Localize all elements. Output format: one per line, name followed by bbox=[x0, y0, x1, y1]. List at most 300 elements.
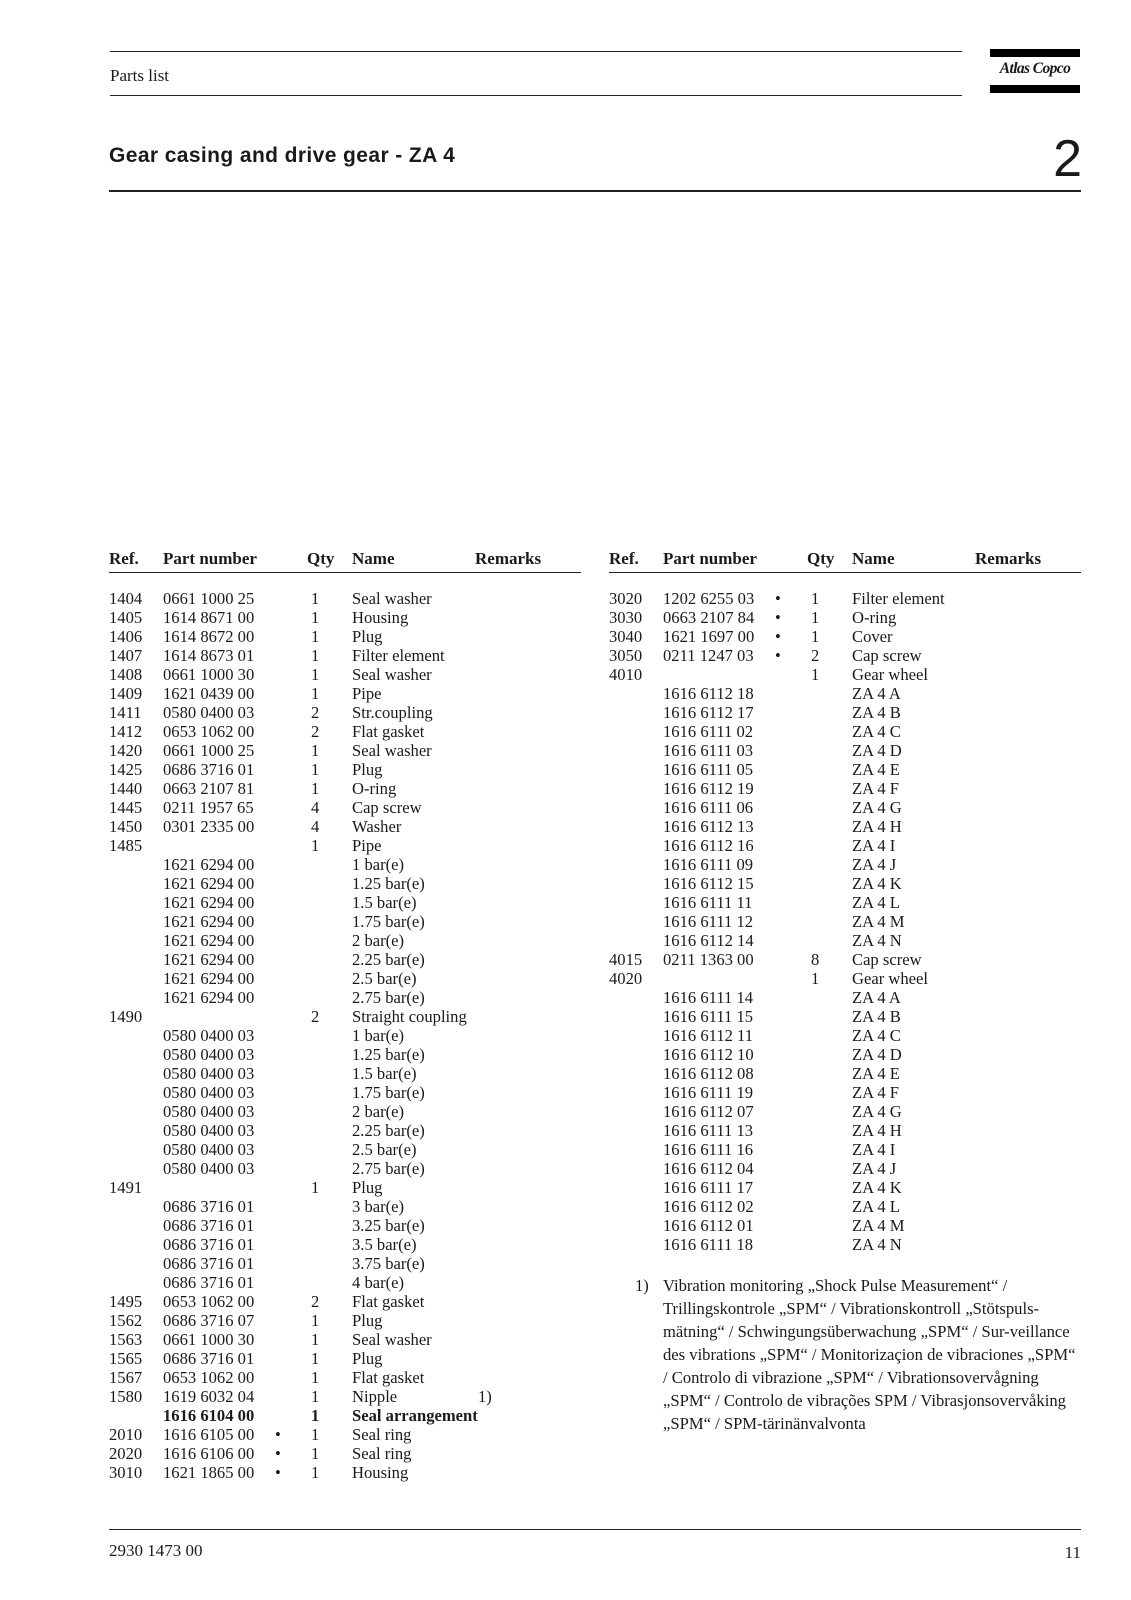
cell-ref: 1425 bbox=[109, 760, 143, 779]
cell-name: Nipple bbox=[352, 1387, 398, 1406]
cell-part-number: 1616 6112 07 bbox=[663, 1102, 754, 1121]
page-number: 11 bbox=[1064, 1543, 1081, 1562]
table-row bbox=[609, 684, 1081, 703]
cell-part-number: 1616 6111 05 bbox=[663, 760, 754, 779]
cell-name: ZA 4 F bbox=[852, 779, 900, 798]
cell-ref: 1420 bbox=[109, 741, 143, 760]
parts-rows-right bbox=[609, 589, 1081, 1254]
header-top-rule bbox=[110, 51, 962, 52]
cell-marker-bullet: • bbox=[275, 1463, 281, 1482]
table-row bbox=[109, 1349, 581, 1368]
table-row bbox=[109, 950, 581, 969]
cell-name: Cap screw bbox=[352, 798, 422, 817]
cell-qty: 1 bbox=[311, 646, 320, 665]
cell-ref: 3020 bbox=[609, 589, 643, 608]
cell-part-number: 1616 6112 13 bbox=[663, 817, 754, 836]
section-number: 2 bbox=[1053, 130, 1082, 188]
table-row bbox=[109, 1387, 581, 1406]
cell-qty: 2 bbox=[311, 722, 320, 741]
table-row bbox=[109, 646, 581, 665]
cell-part-number: 1621 6294 00 bbox=[163, 969, 255, 988]
table-row bbox=[109, 1026, 581, 1045]
cell-part-number: 1616 6111 17 bbox=[663, 1178, 754, 1197]
cell-name: 3.5 bar(e) bbox=[352, 1235, 417, 1254]
table-row bbox=[109, 1045, 581, 1064]
cell-name: ZA 4 I bbox=[852, 1140, 896, 1159]
cell-qty: 1 bbox=[311, 1330, 320, 1349]
table-row bbox=[609, 1102, 1081, 1121]
cell-part-number: 0580 0400 03 bbox=[163, 1121, 255, 1140]
cell-part-number: 1614 8671 00 bbox=[163, 608, 255, 627]
cell-part-number: 0580 0400 03 bbox=[163, 1159, 255, 1178]
cell-name: ZA 4 H bbox=[852, 817, 902, 836]
cell-part-number: 1616 6105 00 bbox=[163, 1425, 255, 1444]
cell-ref: 1562 bbox=[109, 1311, 143, 1330]
cell-name: Plug bbox=[352, 1178, 383, 1197]
table-row bbox=[609, 1235, 1081, 1254]
cell-part-number: 1616 6112 17 bbox=[663, 703, 754, 722]
cell-marker-bullet: • bbox=[275, 1425, 281, 1444]
cell-name: 2.5 bar(e) bbox=[352, 969, 417, 988]
cell-qty: 2 bbox=[311, 703, 320, 722]
cell-part-number: 1616 6111 03 bbox=[663, 741, 754, 760]
cell-name: 1.5 bar(e) bbox=[352, 893, 417, 912]
cell-part-number: 0686 3716 07 bbox=[163, 1311, 255, 1330]
cell-part-number: 1621 6294 00 bbox=[163, 855, 255, 874]
cell-name: 1.75 bar(e) bbox=[352, 912, 425, 931]
table-row bbox=[109, 1235, 581, 1254]
cell-name: ZA 4 C bbox=[852, 1026, 901, 1045]
table-row bbox=[609, 646, 1081, 665]
table-row bbox=[609, 1083, 1081, 1102]
cell-name: ZA 4 L bbox=[852, 1197, 900, 1216]
cell-ref: 1405 bbox=[109, 608, 143, 627]
cell-part-number: 0686 3716 01 bbox=[163, 1273, 255, 1292]
cell-name: 2.25 bar(e) bbox=[352, 1121, 425, 1140]
cell-part-number: 1616 6111 09 bbox=[663, 855, 754, 874]
cell-name: Seal arrangement bbox=[352, 1406, 478, 1425]
table-row bbox=[609, 608, 1081, 627]
table-row bbox=[109, 817, 581, 836]
cell-ref: 1445 bbox=[109, 798, 143, 817]
header-bottom-rule bbox=[110, 95, 962, 96]
column-header-qty: Qty bbox=[807, 549, 835, 568]
cell-name: Filter element bbox=[852, 589, 945, 608]
table-row bbox=[109, 665, 581, 684]
table-row bbox=[109, 1121, 581, 1140]
table-row bbox=[609, 760, 1081, 779]
column-header-name: Name bbox=[352, 549, 395, 568]
column-header-ref: Ref. bbox=[109, 549, 139, 568]
cell-part-number: 1621 6294 00 bbox=[163, 988, 255, 1007]
cell-part-number: 0686 3716 01 bbox=[163, 1197, 255, 1216]
cell-part-number: 1616 6111 19 bbox=[663, 1083, 754, 1102]
cell-part-number: 0580 0400 03 bbox=[163, 1083, 255, 1102]
table-row bbox=[109, 1102, 581, 1121]
cell-part-number: 1616 6111 15 bbox=[663, 1007, 754, 1026]
cell-part-number: 0211 1247 03 bbox=[663, 646, 754, 665]
cell-qty: 2 bbox=[311, 1292, 320, 1311]
cell-remarks: 1) bbox=[478, 1387, 492, 1406]
table-row bbox=[109, 988, 581, 1007]
section-title: Gear casing and drive gear - ZA 4 bbox=[109, 144, 456, 167]
cell-part-number: 1614 8673 01 bbox=[163, 646, 255, 665]
table-row bbox=[609, 817, 1081, 836]
column-header-remarks: Remarks bbox=[975, 549, 1042, 568]
cell-name: ZA 4 A bbox=[852, 988, 901, 1007]
cell-name: Seal washer bbox=[352, 741, 432, 760]
cell-ref: 1495 bbox=[109, 1292, 143, 1311]
cell-part-number: 0686 3716 01 bbox=[163, 1216, 255, 1235]
table-row bbox=[109, 703, 581, 722]
cell-part-number: 1202 6255 03 bbox=[663, 589, 755, 608]
cell-part-number: 1616 6111 16 bbox=[663, 1140, 754, 1159]
table-row bbox=[609, 779, 1081, 798]
table-row bbox=[609, 1159, 1081, 1178]
cell-part-number: 0580 0400 03 bbox=[163, 703, 255, 722]
cell-name: Housing bbox=[352, 608, 409, 627]
cell-part-number: 1621 6294 00 bbox=[163, 950, 255, 969]
cell-qty: 1 bbox=[311, 779, 320, 798]
logo-wordmark: Atlas Copco bbox=[999, 60, 1071, 77]
table-row bbox=[109, 1064, 581, 1083]
cell-ref: 2010 bbox=[109, 1425, 143, 1444]
cell-name: ZA 4 N bbox=[852, 931, 902, 950]
table-row bbox=[109, 589, 581, 608]
cell-part-number: 0686 3716 01 bbox=[163, 1349, 255, 1368]
table-row bbox=[109, 741, 581, 760]
cell-name: ZA 4 K bbox=[852, 874, 902, 893]
cell-part-number: 1616 6106 00 bbox=[163, 1444, 255, 1463]
cell-ref: 1408 bbox=[109, 665, 143, 684]
table-row bbox=[609, 1026, 1081, 1045]
cell-name: ZA 4 N bbox=[852, 1235, 902, 1254]
cell-qty: 1 bbox=[811, 627, 820, 646]
cell-qty: 1 bbox=[311, 608, 320, 627]
cell-part-number: 1616 6112 16 bbox=[663, 836, 754, 855]
cell-name: O-ring bbox=[852, 608, 897, 627]
table-row bbox=[109, 684, 581, 703]
table-row bbox=[109, 1406, 581, 1425]
cell-qty: 1 bbox=[811, 665, 820, 684]
cell-part-number: 0211 1957 65 bbox=[163, 798, 254, 817]
table-header-rule bbox=[609, 572, 1081, 573]
cell-part-number: 1614 8672 00 bbox=[163, 627, 255, 646]
cell-part-number: 1616 6112 10 bbox=[663, 1045, 754, 1064]
cell-ref: 1412 bbox=[109, 722, 143, 741]
cell-part-number: 1616 6112 02 bbox=[663, 1197, 754, 1216]
cell-name: Gear wheel bbox=[852, 665, 929, 684]
cell-part-number: 1616 6111 13 bbox=[663, 1121, 754, 1140]
header-label: Parts list bbox=[110, 66, 170, 85]
cell-part-number: 0580 0400 03 bbox=[163, 1026, 255, 1045]
cell-ref: 1404 bbox=[109, 589, 143, 608]
table-row bbox=[609, 1140, 1081, 1159]
cell-name: ZA 4 K bbox=[852, 1178, 902, 1197]
table-row bbox=[109, 779, 581, 798]
cell-marker-bullet: • bbox=[775, 646, 781, 665]
cell-part-number: 1616 6112 04 bbox=[663, 1159, 754, 1178]
cell-name: Plug bbox=[352, 1349, 383, 1368]
cell-name: 1 bar(e) bbox=[352, 855, 405, 874]
cell-ref: 1411 bbox=[109, 703, 142, 722]
cell-ref: 1567 bbox=[109, 1368, 143, 1387]
cell-marker-bullet: • bbox=[775, 627, 781, 646]
table-row bbox=[109, 1425, 581, 1444]
cell-part-number: 1616 6104 00 bbox=[163, 1406, 255, 1425]
table-row bbox=[609, 1216, 1081, 1235]
cell-part-number: 1616 6112 18 bbox=[663, 684, 754, 703]
cell-qty: 1 bbox=[311, 760, 320, 779]
cell-qty: 4 bbox=[311, 798, 320, 817]
cell-qty: 1 bbox=[311, 665, 320, 684]
cell-name: ZA 4 A bbox=[852, 684, 901, 703]
cell-qty: 1 bbox=[311, 741, 320, 760]
cell-name: Cap screw bbox=[852, 950, 922, 969]
cell-ref: 1490 bbox=[109, 1007, 143, 1026]
cell-name: Seal ring bbox=[352, 1444, 412, 1463]
cell-name: 1.5 bar(e) bbox=[352, 1064, 417, 1083]
cell-name: 1 bar(e) bbox=[352, 1026, 405, 1045]
table-row bbox=[609, 798, 1081, 817]
cell-part-number: 1619 6032 04 bbox=[163, 1387, 255, 1406]
cell-name: Filter element bbox=[352, 646, 445, 665]
cell-name: 1.25 bar(e) bbox=[352, 1045, 425, 1064]
cell-qty: 2 bbox=[811, 646, 820, 665]
cell-name: ZA 4 M bbox=[852, 1216, 905, 1235]
cell-part-number: 1616 6111 02 bbox=[663, 722, 754, 741]
table-row bbox=[109, 1159, 581, 1178]
cell-qty: 1 bbox=[311, 1311, 320, 1330]
cell-name: ZA 4 J bbox=[852, 1159, 897, 1178]
cell-name: Flat gasket bbox=[352, 722, 425, 741]
cell-qty: 2 bbox=[311, 1007, 320, 1026]
cell-ref: 4010 bbox=[609, 665, 643, 684]
cell-qty: 1 bbox=[311, 1425, 320, 1444]
cell-qty: 1 bbox=[311, 684, 320, 703]
cell-ref: 3050 bbox=[609, 646, 643, 665]
cell-part-number: 1621 6294 00 bbox=[163, 874, 255, 893]
table-row bbox=[609, 627, 1081, 646]
table-row bbox=[109, 1444, 581, 1463]
table-row bbox=[109, 608, 581, 627]
cell-part-number: 0686 3716 01 bbox=[163, 760, 255, 779]
section-title-rule bbox=[109, 190, 1081, 192]
cell-name: ZA 4 G bbox=[852, 1102, 902, 1121]
cell-name: 2 bar(e) bbox=[352, 1102, 405, 1121]
cell-name: Straight coupling bbox=[352, 1007, 467, 1026]
cell-ref: 1580 bbox=[109, 1387, 143, 1406]
cell-name: 3 bar(e) bbox=[352, 1197, 405, 1216]
table-row bbox=[109, 969, 581, 988]
column-header-qty: Qty bbox=[307, 549, 335, 568]
cell-part-number: 1621 6294 00 bbox=[163, 893, 255, 912]
cell-part-number: 0661 1000 25 bbox=[163, 589, 255, 608]
cell-name: Str.coupling bbox=[352, 703, 433, 722]
logo-top-bar bbox=[990, 49, 1080, 57]
cell-ref: 3040 bbox=[609, 627, 643, 646]
table-row bbox=[109, 798, 581, 817]
cell-qty: 1 bbox=[311, 1178, 320, 1197]
column-header-remarks: Remarks bbox=[475, 549, 542, 568]
cell-ref: 1406 bbox=[109, 627, 143, 646]
cell-part-number: 0580 0400 03 bbox=[163, 1064, 255, 1083]
cell-name: Housing bbox=[352, 1463, 409, 1482]
cell-part-number: 1616 6111 06 bbox=[663, 798, 754, 817]
cell-name: 2.25 bar(e) bbox=[352, 950, 425, 969]
table-row bbox=[609, 969, 1081, 988]
document-number: 2930 1473 00 bbox=[109, 1541, 203, 1560]
cell-name: Cap screw bbox=[852, 646, 922, 665]
cell-part-number: 0686 3716 01 bbox=[163, 1254, 255, 1273]
cell-name: Seal washer bbox=[352, 589, 432, 608]
cell-part-number: 0661 1000 25 bbox=[163, 741, 255, 760]
cell-name: ZA 4 E bbox=[852, 760, 900, 779]
cell-name: 3.25 bar(e) bbox=[352, 1216, 425, 1235]
cell-part-number: 0301 2335 00 bbox=[163, 817, 255, 836]
table-row bbox=[109, 1273, 581, 1292]
cell-qty: 1 bbox=[311, 1387, 320, 1406]
logo-bottom-bar bbox=[990, 85, 1080, 93]
table-row bbox=[609, 722, 1081, 741]
column-header-part-number: Part number bbox=[663, 549, 757, 568]
cell-ref: 1563 bbox=[109, 1330, 143, 1349]
cell-part-number: 1616 6112 11 bbox=[663, 1026, 754, 1045]
cell-name: 2.75 bar(e) bbox=[352, 988, 425, 1007]
table-row bbox=[609, 741, 1081, 760]
table-row bbox=[609, 1121, 1081, 1140]
cell-part-number: 1621 6294 00 bbox=[163, 912, 255, 931]
cell-part-number: 1621 1697 00 bbox=[663, 627, 755, 646]
cell-part-number: 0686 3716 01 bbox=[163, 1235, 255, 1254]
table-row bbox=[109, 1007, 581, 1026]
footnote-text: Vibration monitoring „Shock Pulse Measurement“ / Trillingskontrole „SPM“ / Vibrationskontroll „Stötspuls-mätning“ / Schwingungsüberwachung „SPM“ / Sur-veillance des vibrations „SPM“ / Monitorizaçion de vibraciones „SPM“ / Controlo di vibrazione „SPM“ / Vibrationsovervågning „SPM“ / Controlo de vibrações SPM / Vibrasjonsovervåking „SPM“ / SPM-tärinänvalvonta bbox=[663, 1276, 1076, 1433]
cell-name: ZA 4 B bbox=[852, 703, 901, 722]
cell-name: ZA 4 D bbox=[852, 741, 902, 760]
cell-part-number: 1616 6111 11 bbox=[663, 893, 753, 912]
cell-name: ZA 4 I bbox=[852, 836, 896, 855]
table-row bbox=[109, 874, 581, 893]
cell-part-number: 1616 6112 01 bbox=[663, 1216, 754, 1235]
cell-name: O-ring bbox=[352, 779, 397, 798]
table-row bbox=[109, 1254, 581, 1273]
cell-name: Seal washer bbox=[352, 1330, 432, 1349]
cell-part-number: 1616 6111 12 bbox=[663, 912, 754, 931]
cell-name: ZA 4 L bbox=[852, 893, 900, 912]
cell-name: Flat gasket bbox=[352, 1368, 425, 1387]
table-row bbox=[109, 855, 581, 874]
cell-ref: 1491 bbox=[109, 1178, 143, 1197]
cell-ref: 3010 bbox=[109, 1463, 143, 1482]
cell-part-number: 1616 6112 19 bbox=[663, 779, 754, 798]
cell-name: ZA 4 M bbox=[852, 912, 905, 931]
table-row bbox=[609, 912, 1081, 931]
table-row bbox=[609, 1007, 1081, 1026]
cell-name: Flat gasket bbox=[352, 1292, 425, 1311]
cell-name: ZA 4 E bbox=[852, 1064, 900, 1083]
cell-part-number: 0663 2107 84 bbox=[663, 608, 755, 627]
cell-qty: 1 bbox=[311, 1463, 320, 1482]
table-row bbox=[109, 1216, 581, 1235]
cell-name: Plug bbox=[352, 760, 383, 779]
cell-name: ZA 4 J bbox=[852, 855, 897, 874]
cell-name: Seal ring bbox=[352, 1425, 412, 1444]
column-header-ref: Ref. bbox=[609, 549, 639, 568]
cell-name: Plug bbox=[352, 627, 383, 646]
cell-name: 3.75 bar(e) bbox=[352, 1254, 425, 1273]
table-row bbox=[109, 1311, 581, 1330]
table-row bbox=[609, 874, 1081, 893]
cell-name: ZA 4 D bbox=[852, 1045, 902, 1064]
cell-name: 4 bar(e) bbox=[352, 1273, 405, 1292]
table-row bbox=[109, 1292, 581, 1311]
table-row bbox=[109, 627, 581, 646]
cell-name: 2.5 bar(e) bbox=[352, 1140, 417, 1159]
table-row bbox=[609, 1045, 1081, 1064]
cell-part-number: 0653 1062 00 bbox=[163, 1368, 255, 1387]
cell-part-number: 1616 6112 14 bbox=[663, 931, 754, 950]
cell-ref: 1407 bbox=[109, 646, 143, 665]
cell-part-number: 1621 1865 00 bbox=[163, 1463, 255, 1482]
cell-qty: 1 bbox=[311, 1368, 320, 1387]
cell-qty: 1 bbox=[311, 1444, 320, 1463]
table-row bbox=[609, 665, 1081, 684]
table-row bbox=[609, 836, 1081, 855]
table-header-rule bbox=[109, 572, 581, 573]
table-row bbox=[109, 836, 581, 855]
table-row bbox=[609, 988, 1081, 1007]
cell-part-number: 1616 6112 08 bbox=[663, 1064, 754, 1083]
footer-rule bbox=[109, 1529, 1081, 1530]
cell-qty: 1 bbox=[811, 589, 820, 608]
cell-part-number: 0580 0400 03 bbox=[163, 1140, 255, 1159]
cell-part-number: 1616 6112 15 bbox=[663, 874, 754, 893]
cell-part-number: 0211 1363 00 bbox=[663, 950, 754, 969]
cell-qty: 1 bbox=[811, 608, 820, 627]
cell-ref: 1450 bbox=[109, 817, 143, 836]
cell-name: ZA 4 H bbox=[852, 1121, 902, 1140]
cell-ref: 1409 bbox=[109, 684, 143, 703]
cell-ref: 4015 bbox=[609, 950, 643, 969]
table-row bbox=[609, 703, 1081, 722]
table-row bbox=[109, 1330, 581, 1349]
cell-ref: 1440 bbox=[109, 779, 143, 798]
cell-name: Gear wheel bbox=[852, 969, 929, 988]
cell-qty: 1 bbox=[311, 1349, 320, 1368]
cell-part-number: 1616 6111 18 bbox=[663, 1235, 754, 1254]
cell-name: Cover bbox=[852, 627, 893, 646]
cell-part-number: 0580 0400 03 bbox=[163, 1045, 255, 1064]
table-row bbox=[609, 931, 1081, 950]
cell-name: Seal washer bbox=[352, 665, 432, 684]
table-row bbox=[609, 1197, 1081, 1216]
cell-name: ZA 4 B bbox=[852, 1007, 901, 1026]
cell-name: Washer bbox=[352, 817, 402, 836]
column-header-name: Name bbox=[852, 549, 895, 568]
cell-qty: 1 bbox=[311, 836, 320, 855]
atlas-copco-logo bbox=[990, 49, 1080, 93]
table-row bbox=[109, 1083, 581, 1102]
parts-rows-left bbox=[109, 589, 581, 1482]
table-row bbox=[109, 760, 581, 779]
cell-ref: 1565 bbox=[109, 1349, 143, 1368]
table-row bbox=[109, 1368, 581, 1387]
cell-part-number: 0580 0400 03 bbox=[163, 1102, 255, 1121]
footnote-mark: 1) bbox=[635, 1276, 649, 1295]
table-row bbox=[109, 1463, 581, 1482]
cell-qty: 1 bbox=[311, 1406, 320, 1425]
cell-qty: 1 bbox=[811, 969, 820, 988]
